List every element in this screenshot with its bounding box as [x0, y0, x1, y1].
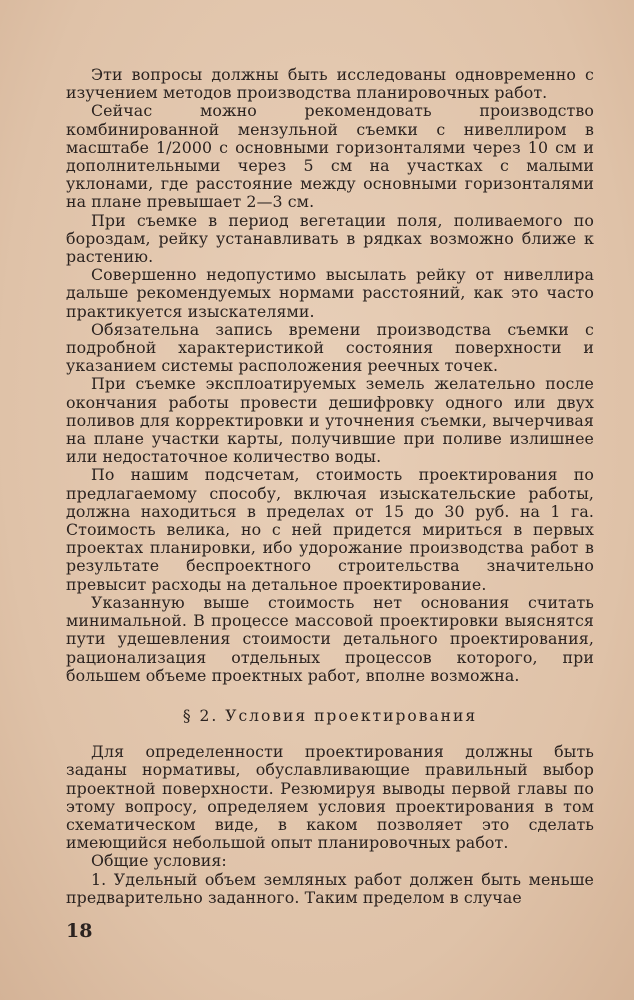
- paragraph-6: При съемке эксплоатируемых земель желательно после окончания работы провести дешифровку одного или двух поливов для корректировки и уточнения съемки, вычерчивая на плане участки карты, получившие при поливе излишнее или недостаточное количество воды.: [66, 374, 594, 467]
- paragraph-8: Указанную выше стоимость нет основания считать минимальной. В процессе массовой проектировки выяснятся пути удешевления стоимости детального проектирования, рационализация отдельных процессов которого, при большем объеме проектных работ, вполне возможна.: [66, 592, 594, 685]
- paragraph-1: Эти вопросы должны быть исследованы одновременно с изучением методов производства планировочных работ.: [66, 65, 594, 103]
- paragraph-2: Сейчас можно рекомендовать производство комбинированной мензульной съемки с нивеллиром в масштабе 1/2000 с основными горизонталями через 10 см и дополнительными через 5 см на участках с малыми уклонами, где расстояние между основными горизонталями на плане превышает 2—3 см.: [66, 101, 594, 212]
- paragraph-4: Совершенно недопустимо высылать рейку от нивеллира дальше рекомендуемых нормами расстояний, как это часто практикуется изыскателями.: [66, 265, 594, 321]
- paragraph-5: Обязательна запись времени производства съемки с подробной характеристикой состояния поверхности и указанием системы расположения реечных точек.: [66, 319, 594, 376]
- paragraph-3: При съемке в период вегетации поля, поливаемого по бороздам, рейку устанавливать в рядках возможно ближе к растению.: [66, 210, 594, 267]
- paragraph-7: По нашим подсчетам, стоимость проектирования по предлагаемому способу, включая изыскательские работы, должна находиться в пределах от 15 до 30 руб. на 1 га. Стоимость велика, но с ней придется мириться в первых проектах планировки, ибо удорожание производства работ в результате беспроектного строительства значительно превысит расходы на детальное проектирование.: [66, 465, 594, 594]
- page-text: [66, 66, 594, 907]
- paragraph-11: 1. Удельный объем земляных работ должен быть меньше предварительно заданного. Таким пределом в случае: [66, 869, 594, 907]
- paragraph-10: Общие условия:: [91, 851, 227, 871]
- section-heading: § 2. Условия проектирования: [182, 706, 478, 725]
- page-number: 18: [66, 920, 93, 942]
- paragraph-9: Для определенности проектирования должны быть заданы нормативы, обуславливающие правильный выбор проектной поверхности. Резюмируя выводы первой главы по этому вопросу, определяем условия проектирования в том схематическом виде, в каком позволяет это сделать имеющийся небольшой опыт планировочных работ.: [66, 742, 594, 853]
